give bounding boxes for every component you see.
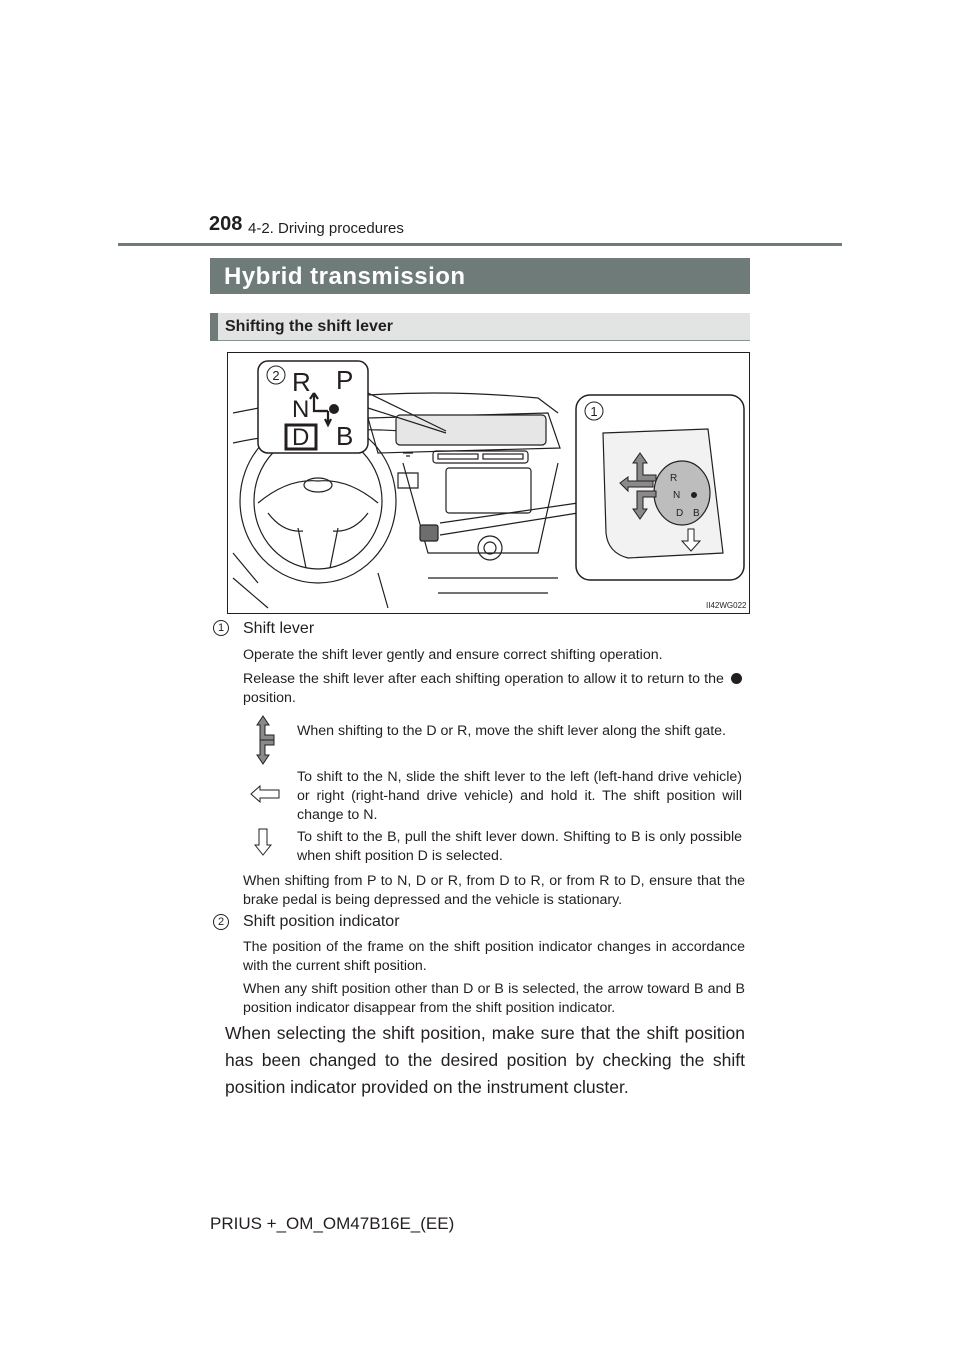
title-bar [210,258,750,294]
instruction-2-text: To shift to the N, slide the shift lever to the left (left-hand drive vehicle) or right (right-hand drive vehicle) and hold it. The shift position will change to N. [297,769,742,823]
item-2-para-2: When any shift position other than D or B is selected, the arrow toward B and B position indicator disappear from the shift position indicator. [243,981,745,1016]
closing-paragraph: When selecting the shift position, make sure that the shift position has been changed to the desired position by checking the shift position indicator provided on the instrument cluster. [225,1023,745,1097]
up-down-arrows-icon [250,715,276,765]
neutral-dot-icon [731,673,742,684]
footer: PRIUS +_OM_OM47B16E_(EE) [210,1214,455,1233]
item-1-para-2-after: position. [243,690,296,706]
instruction-3-text: To shift to the B, pull the shift lever down. Shifting to B is only possible when shift position D is selected. [297,829,742,864]
callout-2-label: 2 [272,368,280,383]
header-divider [118,243,842,246]
subtitle-bar [210,313,750,341]
indicator-n: N [292,396,310,423]
item-1-para-2 [243,670,745,708]
indicator-d: D [292,424,310,451]
left-arrow-icon [250,785,280,803]
item-1-number: 1 [213,620,229,636]
item-2-heading: Shift position indicator [243,913,400,930]
subtitle: Shifting the shift lever [225,318,394,335]
lever-r: R [670,473,678,484]
figure-code: II42WG022 [706,601,747,610]
page-number: 208 [209,213,243,235]
item-2-number: 2 [213,914,229,930]
lever-n: N [673,490,681,501]
down-arrow-icon [254,828,272,856]
lever-d: D [676,508,684,519]
dashboard-illustration [227,352,750,614]
item-1-para-3: When shifting from P to N, D or R, from D to R, or from R to D, ensure that the brake pedal is being depressed and the vehicle is stationary. [243,873,745,908]
item-2-para-1: The position of the frame on the shift position indicator changes in accordance with the current shift position. [243,939,745,974]
item-1-para-1: Operate the shift lever gently and ensure correct shifting operation. [243,647,663,663]
indicator-b: B [336,421,354,451]
item-1-heading: Shift lever [243,620,315,637]
section-header: 4-2. Driving procedures [248,220,404,237]
item-1-para-2-before: Release the shift lever after each shifting operation to allow it to return to the [243,671,724,687]
subtitle-accent [210,313,218,341]
callout-1-label: 1 [590,404,598,419]
dashboard-drawing [228,353,751,615]
indicator-r: R [292,367,311,397]
lever-b: B [693,508,700,519]
instruction-1-text: When shifting to the D or R, move the shift lever along the shift gate. [297,723,726,739]
page-title: Hybrid transmission [224,263,466,290]
indicator-p: P [336,365,354,395]
